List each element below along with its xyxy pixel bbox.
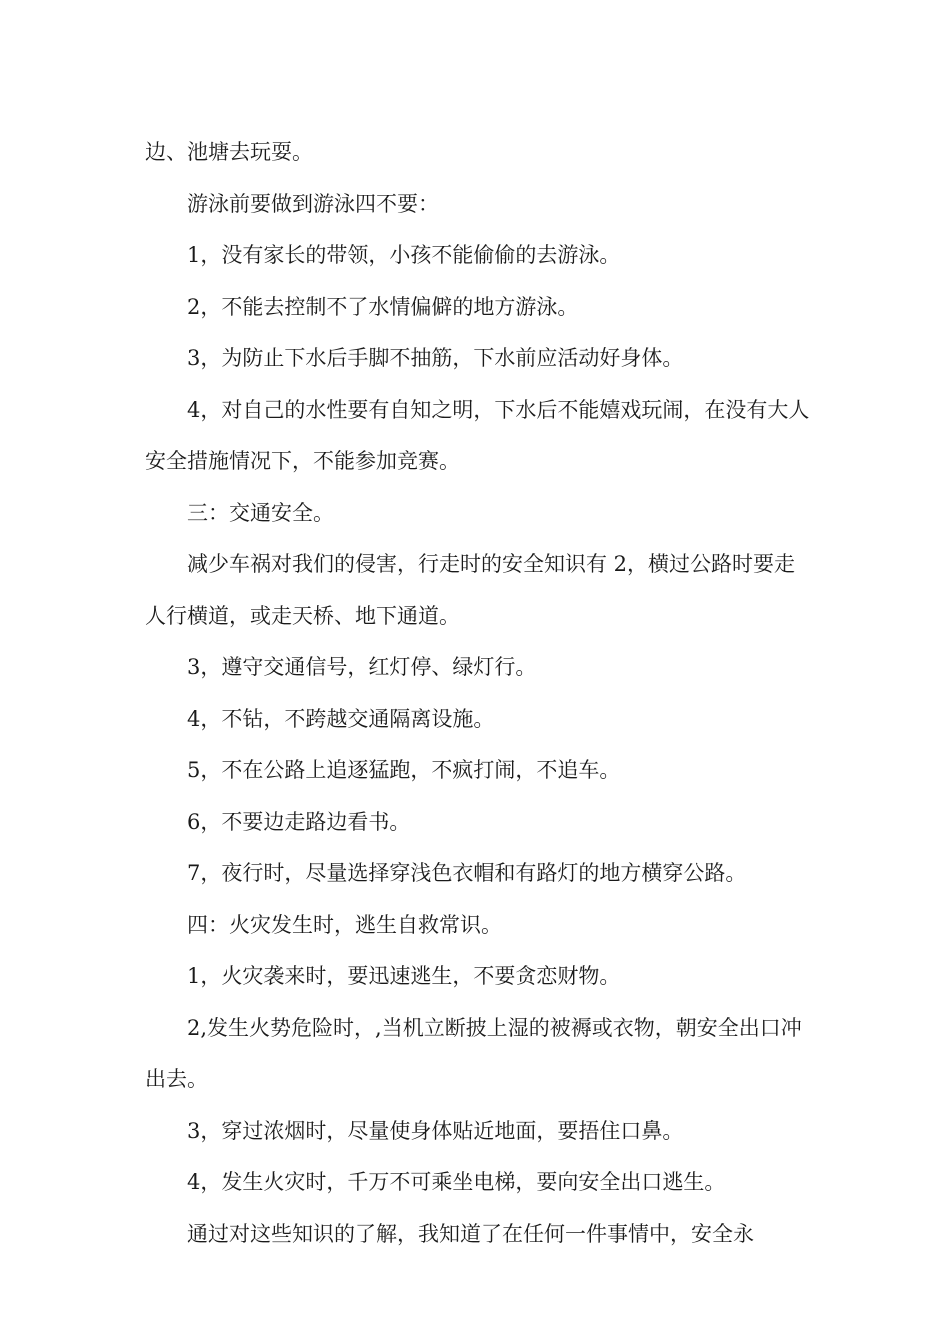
paragraph: 2，不能去控制不了水情偏僻的地方游泳。: [187, 294, 579, 319]
paragraph: 2,发生火势危险时，,当机立断披上湿的被褥或衣物，朝安全出口冲出去。: [145, 1015, 802, 1091]
paragraph: 6，不要边走路边看书。: [187, 809, 411, 834]
paragraph: 7，夜行时，尽量选择穿浅色衣帽和有路灯的地方横穿公路。: [187, 861, 747, 885]
paragraph: 通过对这些知识的了解，我知道了在任何一件事情中，安全永: [187, 1221, 754, 1246]
paragraph: 4，不钻，不跨越交通隔离设施。: [187, 706, 495, 731]
paragraph: 4，对自己的水性要有自知之明，下水后不能嬉戏玩闹，在没有大人安全措施情况下，不能参加竞赛。: [145, 397, 810, 473]
paragraph: 3，穿过浓烟时，尽量使身体贴近地面，要捂住口鼻。: [187, 1118, 684, 1143]
paragraph: 1，火灾袭来时，要迅速逃生，不要贪恋财物。: [187, 964, 621, 988]
paragraph: 减少车祸对我们的侵害，行走时的安全知识有 2，横过公路时要走人行横道，或走天桥、地下通道。: [145, 552, 796, 628]
document-body: [145, 127, 815, 1260]
paragraph: 3，为防止下水后手脚不抽筋，下水前应活动好身体。: [187, 346, 684, 370]
paragraph: 4，发生火灾时，千万不可乘坐电梯，要向安全出口逃生。: [187, 1170, 726, 1194]
paragraph: 游泳前要做到游泳四不要：: [187, 191, 439, 216]
paragraph: 三：交通安全。: [187, 500, 334, 525]
paragraph: 3，遵守交通信号，红灯停、绿灯行。: [187, 655, 537, 679]
paragraph: 四：火灾发生时，逃生自救常识。: [187, 912, 502, 937]
paragraph: 1，没有家长的带领，小孩不能偷偷的去游泳。: [187, 243, 621, 267]
paragraph: 5，不在公路上追逐猛跑，不疯打闹，不追车。: [187, 758, 621, 782]
paragraph: 边、池塘去玩耍。: [145, 140, 313, 164]
